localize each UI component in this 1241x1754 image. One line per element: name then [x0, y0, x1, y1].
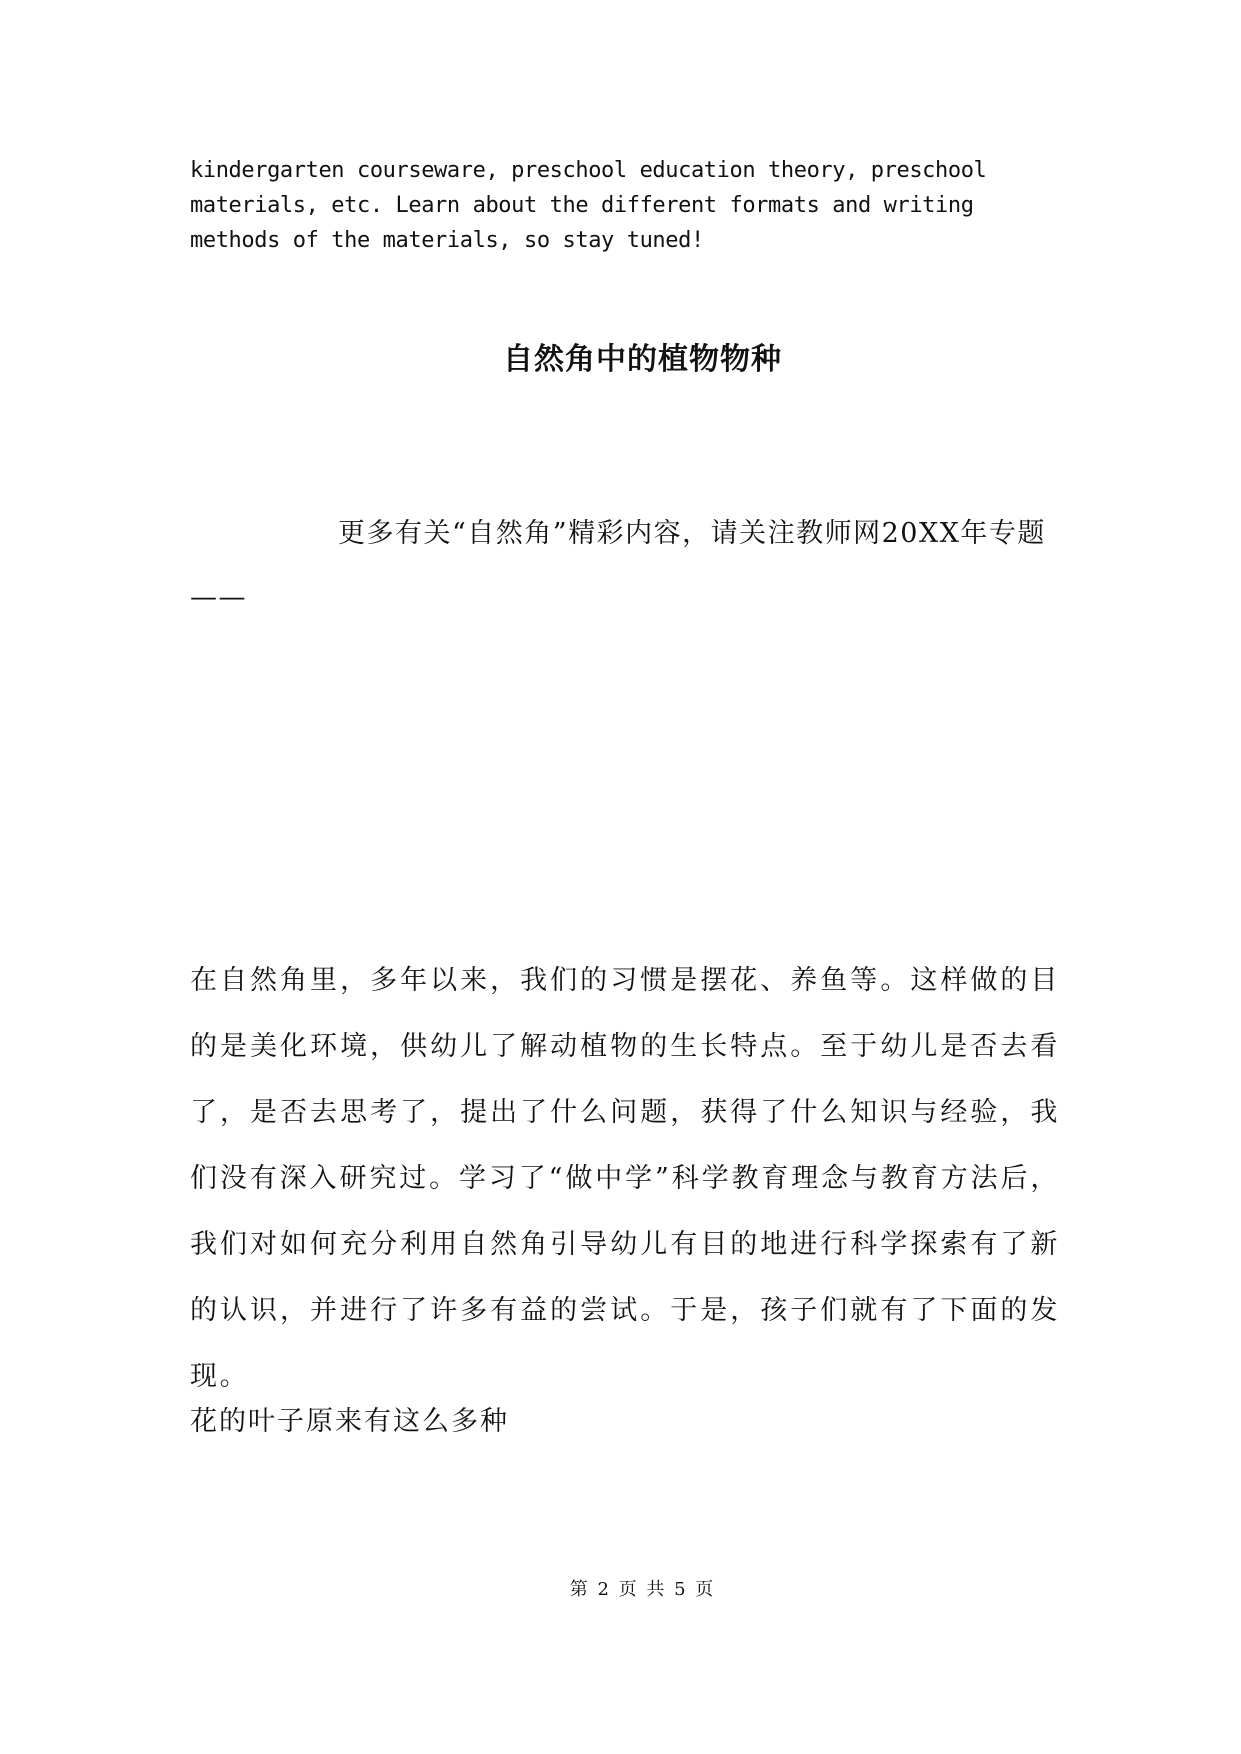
body-paragraph: 在自然角里，多年以来，我们的习惯是摆花、养鱼等。这样做的目的是美化环境，供幼儿了解动植物的生长特点。至于幼儿是否去看了，是否去思考了，提出了什么问题，获得了什么知识与经验，我们没有深入研究过。学习了“做中学”科学教育理念与教育方法后，我们对如何充分利用自然角引导幼儿有目的地进行科学探索有了新的认识，并进行了许多有益的尝试。于是，孩子们就有了下面的发现。 [190, 965, 1060, 1392]
section-subheading: 花的叶子原来有这么多种 [190, 1406, 509, 1437]
page-number-footer: 第 2 页 共 5 页 [569, 1579, 716, 1600]
intro-paragraph: kindergarten courseware, preschool education theory, preschool materials, etc. Learn about the different formats and writing methods of the materials, so stay tuned! [190, 158, 987, 253]
notice-paragraph: 更多有关“自然角”精彩内容，请关注教师网20XX年专题—— [190, 518, 1046, 613]
page-title: 自然角中的植物物种 [503, 342, 782, 377]
